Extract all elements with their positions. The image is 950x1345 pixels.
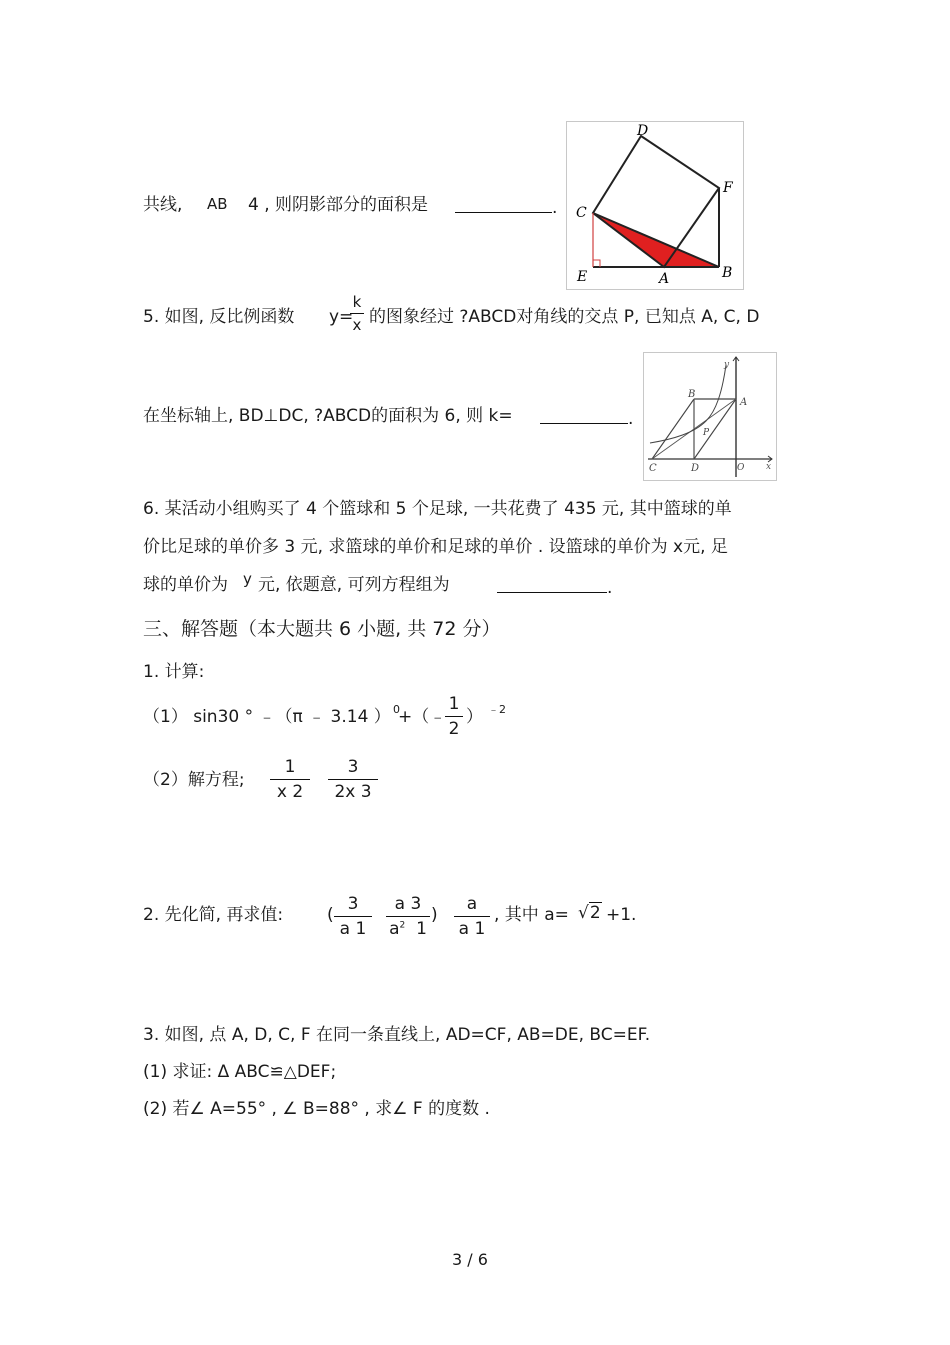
p3-line3: (2) 若∠ A=55° , ∠ B=88° , 求∠ F 的度数 . bbox=[143, 1099, 490, 1119]
fig2-label-o: O bbox=[737, 463, 745, 473]
p2-g2-den bbox=[386, 921, 430, 938]
q5-fraction-k-over-x bbox=[350, 295, 364, 333]
fig2-label-a: A bbox=[740, 397, 748, 408]
p2-sqrt bbox=[578, 905, 602, 922]
p1-f3-num: 3 bbox=[347, 757, 359, 777]
p2-sqrt-symbol: √ bbox=[578, 903, 589, 923]
fig2-label-y: y bbox=[724, 360, 730, 370]
p1-title: 1. 计算: bbox=[143, 662, 205, 682]
p1-f2-den: x 2 bbox=[276, 782, 304, 802]
p1-sup-zero: 0 bbox=[393, 703, 400, 716]
p2-sqrt-value: 2 bbox=[589, 903, 601, 923]
q5-period: . bbox=[628, 409, 634, 429]
figure-1-svg bbox=[567, 122, 743, 289]
p2-fraction-2 bbox=[386, 896, 430, 938]
p2-close-paren: ) bbox=[431, 905, 438, 925]
q5-y-eq: y= bbox=[329, 307, 354, 327]
p1-f3-den: 2x 3 bbox=[334, 782, 372, 802]
q6-line3-a: 球的单价为 bbox=[143, 575, 228, 595]
figure-hyperbola-parallelogram bbox=[643, 352, 777, 481]
p2-tail-b: +1. bbox=[606, 905, 637, 925]
q5-frac-num: k bbox=[352, 293, 362, 311]
fig1-label-e: E bbox=[577, 269, 588, 285]
q5-text-intro: 5. 如图, 反比例函数 bbox=[143, 307, 295, 327]
q4-text-ab: AB bbox=[207, 195, 228, 213]
p2-g2-num: a 3 bbox=[394, 894, 422, 914]
p2-tail-a: , 其中 a= bbox=[494, 905, 569, 925]
p1-sub1-b: +（﹣ bbox=[398, 707, 447, 727]
p2-g3-num: a bbox=[466, 894, 478, 914]
p3-line2: (1) 求证: Δ ABC≌△DEF; bbox=[143, 1062, 337, 1082]
q4-answer-blank bbox=[455, 196, 557, 217]
p1-sub2-label: （2）解方程; bbox=[143, 770, 245, 790]
fig1-label-a: A bbox=[659, 271, 670, 287]
p2-g2-den-a: a bbox=[389, 919, 400, 939]
q6-line3-y: y bbox=[243, 570, 252, 588]
q6-period: . bbox=[607, 578, 613, 598]
page-number: 3 / 6 bbox=[452, 1250, 488, 1269]
p1-fraction-1-over-x2 bbox=[270, 759, 310, 801]
fig1-label-d: D bbox=[637, 123, 649, 139]
fig2-label-x: x bbox=[766, 462, 772, 472]
p2-fraction-1 bbox=[334, 896, 372, 938]
q6-line2: 价比足球的单价多 3 元, 求篮球的单价和足球的单价 . 设篮球的单价为 x元, 足 bbox=[143, 537, 728, 557]
p1-f1-num: 1 bbox=[448, 694, 460, 714]
p1-sup-neg2: ﹣2 bbox=[488, 703, 506, 716]
figure-square-shaded-triangle bbox=[566, 121, 744, 290]
q6-line3-b: 元, 依题意, 可列方程组为 bbox=[258, 575, 450, 595]
p2-fraction-3 bbox=[454, 896, 490, 938]
fig1-label-f: F bbox=[723, 180, 733, 196]
q4-text-area-question: 4 , 则阴影部分的面积是 bbox=[248, 195, 429, 215]
p3-line1: 3. 如图, 点 A, D, C, F 在同一条直线上, AD=CF, AB=DE, BC=EF. bbox=[143, 1025, 651, 1045]
p1-f1-den: 2 bbox=[448, 719, 460, 739]
p2-label: 2. 先化简, 再求值: bbox=[143, 905, 284, 925]
fig2-label-p: P bbox=[703, 428, 710, 438]
p2-g1-den: a 1 bbox=[339, 919, 367, 939]
p2-g2-den-b: 1 bbox=[416, 919, 427, 939]
q4-text-gongxian: 共线, bbox=[143, 195, 183, 215]
q5-text-line1-rest: 的图象经过 ?ABCD对角线的交点 P, 已知点 A, C, D bbox=[369, 307, 760, 327]
p1-sub1-c: ） bbox=[466, 707, 483, 727]
q5-frac-den: x bbox=[352, 316, 362, 334]
q6-line1: 6. 某活动小组购买了 4 个篮球和 5 个足球, 一共花费了 435 元, 其中篮球的单 bbox=[143, 499, 732, 519]
p1-fraction-half bbox=[445, 696, 463, 738]
fig2-label-d: D bbox=[691, 463, 700, 474]
p2-g3-den: a 1 bbox=[458, 919, 486, 939]
p1-fraction-3-over-2x3 bbox=[328, 759, 378, 801]
fig2-label-c: C bbox=[649, 463, 657, 474]
q5-text-line2: 在坐标轴上, BD⊥DC, ?ABCD的面积为 6, 则 k= bbox=[143, 406, 513, 426]
p2-g2-den-sup: 2 bbox=[399, 920, 406, 931]
q4-period: . bbox=[552, 198, 558, 218]
figure-2-svg bbox=[644, 353, 776, 480]
section-3-heading: 三、解答题（本大题共 6 小题, 共 72 分） bbox=[143, 618, 501, 640]
p2-open-paren: ( bbox=[327, 905, 334, 925]
q5-answer-blank bbox=[540, 407, 633, 428]
q6-answer-blank bbox=[497, 576, 612, 597]
fig2-label-b: B bbox=[688, 389, 696, 400]
p1-sub1-a: （1） sin30 ° ﹣（π ﹣ 3.14 ） bbox=[143, 707, 391, 727]
p1-f2-num: 1 bbox=[284, 757, 296, 777]
fig1-label-b: B bbox=[722, 265, 733, 281]
p2-g1-num: 3 bbox=[347, 894, 359, 914]
fig1-label-c: C bbox=[576, 205, 587, 221]
